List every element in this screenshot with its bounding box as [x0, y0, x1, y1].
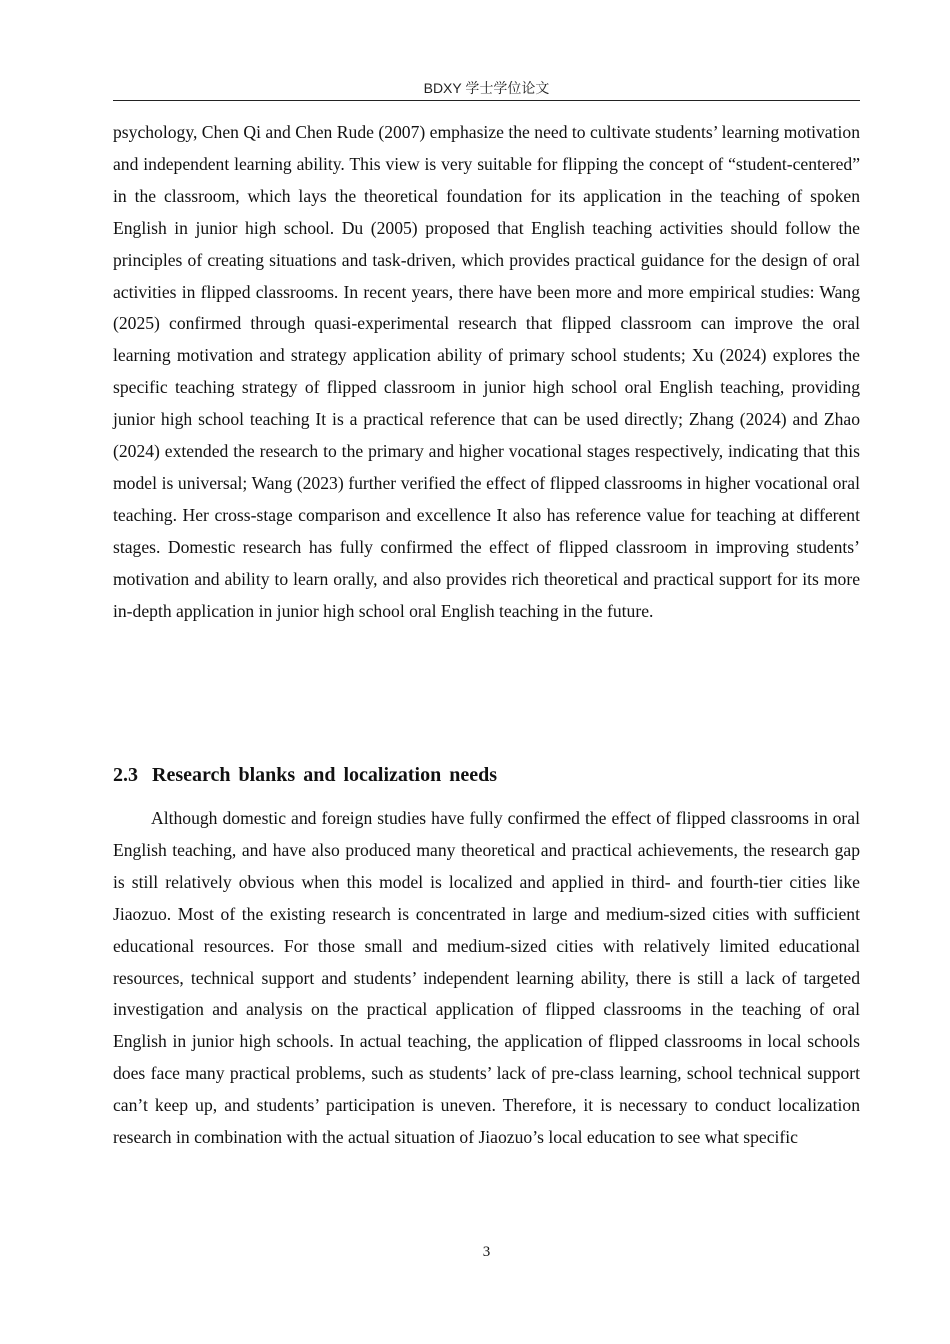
header-rule [113, 100, 860, 101]
page-number: 3 [482, 1244, 491, 1260]
section-heading [113, 760, 497, 790]
page-header: BDXY 学士学位论文 [423, 80, 550, 96]
body-paragraph: psychology, Chen Qi and Chen Rude (2007) emphasize the need to cultivate students’ learning motivation and independent learning ability. This view is very suitable for flipping the concept of “student-centered” in the classroom, which lays the theoretical foundation for its application in the teaching of spoken English in junior high school. Du (2005) proposed that English teaching activities should follow the principles of creating situations and task-driven, which provides practical guidance for the design of oral activities in flipped classrooms. In recent years, there have been more and more empirical studies: Wang (2025) confirmed through quasi-experimental research that flipped classroom can improve the oral learning motivation and strategy application ability of primary school students; Xu (2024) explores the specific teaching strategy of flipped classroom in junior high school oral English teaching, providing junior high school teaching It is a practical reference that can be used directly; Zhang (2024) and Zhao (2024) extended the research to the primary and higher vocational stages respectively, indicating that this model is universal; Wang (2023) further verified the effect of flipped classrooms in higher vocational oral teaching. Her cross-stage comparison and excellence It also has reference value for teaching at different stages. Domestic research has fully confirmed the effect of flipped classroom in improving students’ motivation and ability to learn orally, and also provides rich theoretical and practical support for its more in-depth application in junior high school oral English teaching in the future. [113, 122, 860, 621]
section-title: Research blanks and localization needs [152, 764, 497, 786]
section-number: 2.3 [113, 764, 138, 786]
body-paragraph: Although domestic and foreign studies have fully confirmed the effect of flipped classrooms in oral English teaching, and have also produced many theoretical and practical achievements, the research gap is still relatively obvious when this model is localized and applied in third- and fourth-tier cities like Jiaozuo. Most of the existing research is concentrated in large and medium-sized cities with sufficient educational resources. For those small and medium-sized cities with relatively limited educational resources, technical support and students’ independent learning ability, there is still a lack of targeted investigation and analysis on the practical application of flipped classrooms in the teaching of oral English in junior high schools. In actual teaching, the application of flipped classrooms in local schools does face many practical problems, such as students’ lack of pre-class learning, school technical support can’t keep up, and students’ participation is uneven. Therefore, it is necessary to conduct localization research in combination with the actual situation of Jiaozuo’s local education to see what specific [113, 808, 860, 1148]
